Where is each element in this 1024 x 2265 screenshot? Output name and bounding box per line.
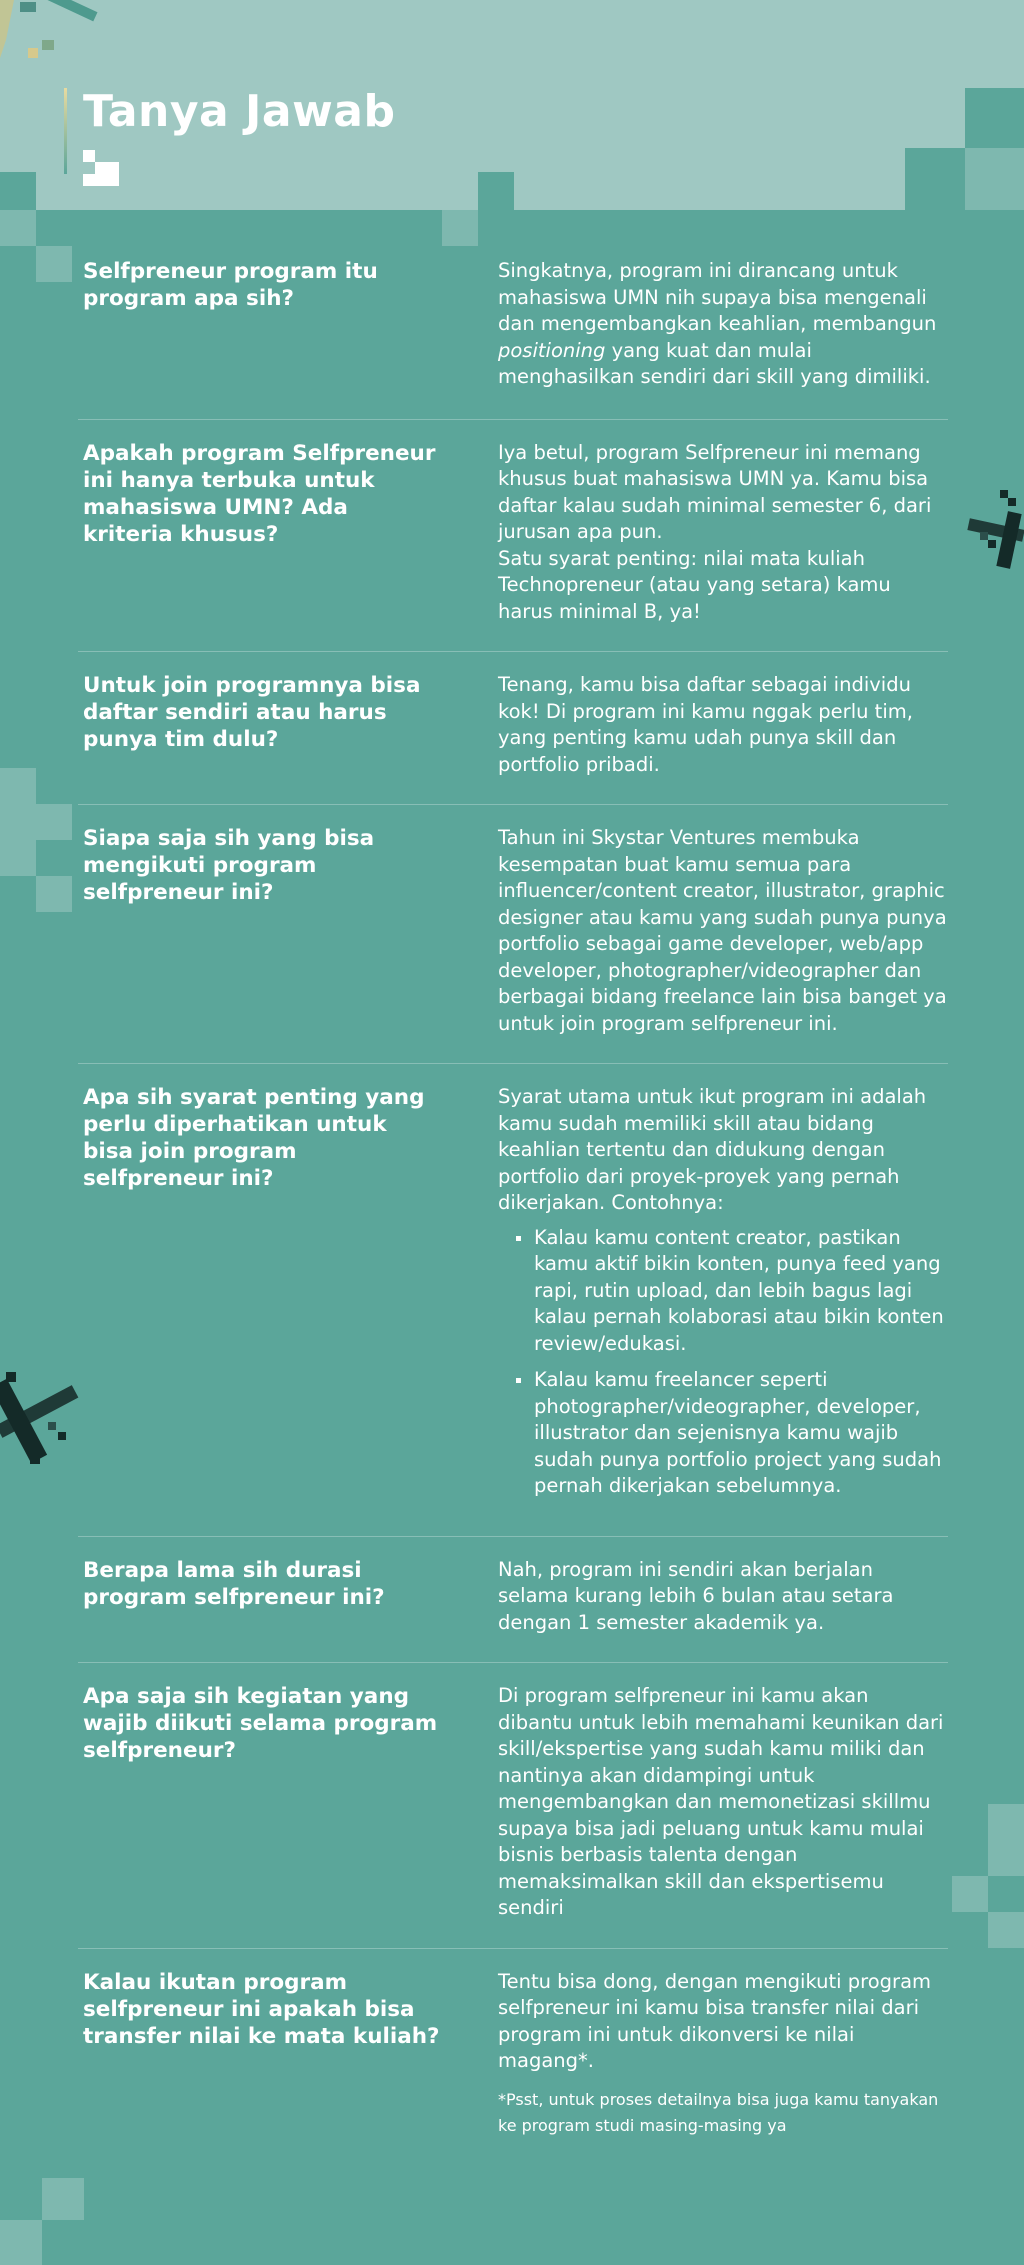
answer-text: Tentu bisa dong, dengan mengikuti program selfpreneur ini kamu bisa transfer nilai dari program ini untuk dikonversi ke nilai magang*.	[498, 1969, 932, 2072]
footnote: *Psst, untuk proses detailnya bisa juga kamu tanyakan ke program studi masing-masing ya	[498, 2089, 939, 2135]
pixel-airplane-icon	[0, 1358, 80, 1474]
faq-question: Kalau ikutan program selfpreneur ini apakah bisa transfer nilai ke mata kuliah?	[83, 1969, 440, 2049]
faq-item	[78, 672, 948, 805]
page-title: Tanya Jawab	[83, 86, 396, 137]
faq-question: Siapa saja sih yang bisa mengikuti program selfpreneur ini?	[83, 826, 375, 905]
answer-text: Nah, program ini sendiri akan berjalan selama kurang lebih 6 bulan atau setara dengan 1 semester akademik ya.	[498, 1557, 894, 1634]
answer-text: Tenang, kamu bisa daftar sebagai individu kok! Di program ini kamu nggak perlu tim, yang penting kamu udah punya skill dan portfolio pribadi.	[498, 673, 913, 776]
pixel-logo-icon	[83, 150, 119, 186]
faq-item	[78, 1969, 948, 2165]
faq-question: Apa saja sih kegiatan yang wajib diikuti selama program selfpreneur?	[83, 1684, 438, 1763]
faq-answer	[498, 1683, 948, 1922]
faq-question: Untuk join programnya bisa daftar sendiri atau harus punya tim dulu?	[83, 673, 421, 752]
pixel-square	[442, 210, 478, 246]
pixel-square	[0, 840, 36, 876]
corner-graphic	[0, 0, 110, 70]
pixel-square	[965, 88, 1024, 148]
pixel-square	[952, 1876, 988, 1912]
faq-item	[78, 1683, 948, 1949]
faq-item	[78, 440, 948, 653]
bullet-list	[498, 1225, 948, 1500]
answer-text: Singkatnya, program ini dirancang untuk mahasiswa UMN nih supaya bisa mengenali dan mengembangkan keahlian, membangun	[498, 259, 937, 335]
answer-text: Iya betul, program Selfpreneur ini memang khusus buat mahasiswa UMN ya. Kamu bisa daftar kalau sudah minimal semester 6, dari jurusan apa pun.	[498, 440, 932, 543]
faq-question: Selfpreneur program itu program apa sih?	[83, 259, 378, 311]
pixel-square	[988, 1912, 1024, 1948]
pixel-square	[0, 2220, 42, 2265]
list-item: Kalau kamu freelancer seperti photographer/videographer, developer, illustrator dan sejenisnya kamu wajib sudah punya portfolio project yang sudah pernah dikerjakan sebelumnya.	[534, 1367, 948, 1500]
pixel-square	[36, 246, 72, 282]
answer-text: Di program selfpreneur ini kamu akan dibantu untuk lebih memahami keunikan dari skill/ekspertise yang sudah kamu miliki dan nantinya akan didampingi untuk mengembangkan dan memonetizasi skillmu supaya bisa jadi peluang untuk kamu mulai bisnis berbasis talenta dengan memaksimalkan skill dan ekspertisemu sendiri	[498, 1684, 944, 1919]
faq-question: Berapa lama sih durasi program selfpreneur ini?	[83, 1557, 385, 1610]
faq-answer	[498, 1084, 948, 1510]
faq-item	[78, 258, 948, 420]
faq-question: Apakah program Selfpreneur ini hanya terbuka untuk mahasiswa UMN? Ada kriteria khusus?	[83, 440, 436, 547]
pixel-square	[905, 148, 965, 210]
faq-question: Apa sih syarat penting yang perlu diperhatikan untuk bisa join program selfpreneur ini?	[83, 1085, 425, 1191]
faq-list	[78, 258, 948, 2185]
faq-item	[78, 825, 948, 1064]
faq-answer	[498, 825, 948, 1037]
pixel-square	[36, 876, 72, 912]
pixel-square	[0, 172, 36, 210]
title-accent-bar	[64, 88, 67, 174]
faq-item	[78, 1557, 948, 1664]
answer-emphasis: positioning	[498, 338, 606, 362]
pixel-square	[988, 1804, 1024, 1876]
pixel-square	[0, 804, 72, 840]
answer-text: Tahun ini Skystar Ventures membuka kesempatan buat kamu semua para influencer/content creator, illustrator, graphic designer atau kamu yang sudah punya punya portfolio sebagai game developer, web/app developer, photographer/videographer dan berbagai bidang freelance lain bisa banget ya untuk join program selfpreneur ini.	[498, 826, 947, 1035]
faq-answer	[498, 1969, 948, 2139]
pixel-square	[478, 172, 514, 210]
faq-answer	[498, 1557, 948, 1637]
pixel-square	[0, 210, 36, 246]
answer-text: Syarat utama untuk ikut program ini adalah kamu sudah memiliki skill atau bidang keahlian tertentu dan didukung dengan portfolio dari proyek-proyek yang pernah dikerjakan. Contohnya:	[498, 1085, 927, 1214]
faq-item	[78, 1084, 948, 1537]
answer-text: yang kuat dan mulai menghasilkan sendiri dari skill yang dimiliki.	[498, 338, 931, 388]
list-item: Kalau kamu content creator, pastikan kamu aktif bikin konten, punya feed yang rapi, rutin upload, dan lebih bagus lagi kalau pernah kolaborasi atau bikin konten review/edukasi.	[534, 1225, 948, 1358]
faq-answer	[498, 258, 948, 391]
pixel-airplane-icon	[966, 484, 1024, 576]
faq-answer	[498, 440, 948, 626]
pixel-square	[965, 148, 1024, 210]
answer-text: Satu syarat penting: nilai mata kuliah Technopreneur (atau yang setara) kamu harus minimal B, ya!	[498, 546, 891, 623]
pixel-square	[0, 768, 36, 804]
faq-answer	[498, 672, 948, 778]
